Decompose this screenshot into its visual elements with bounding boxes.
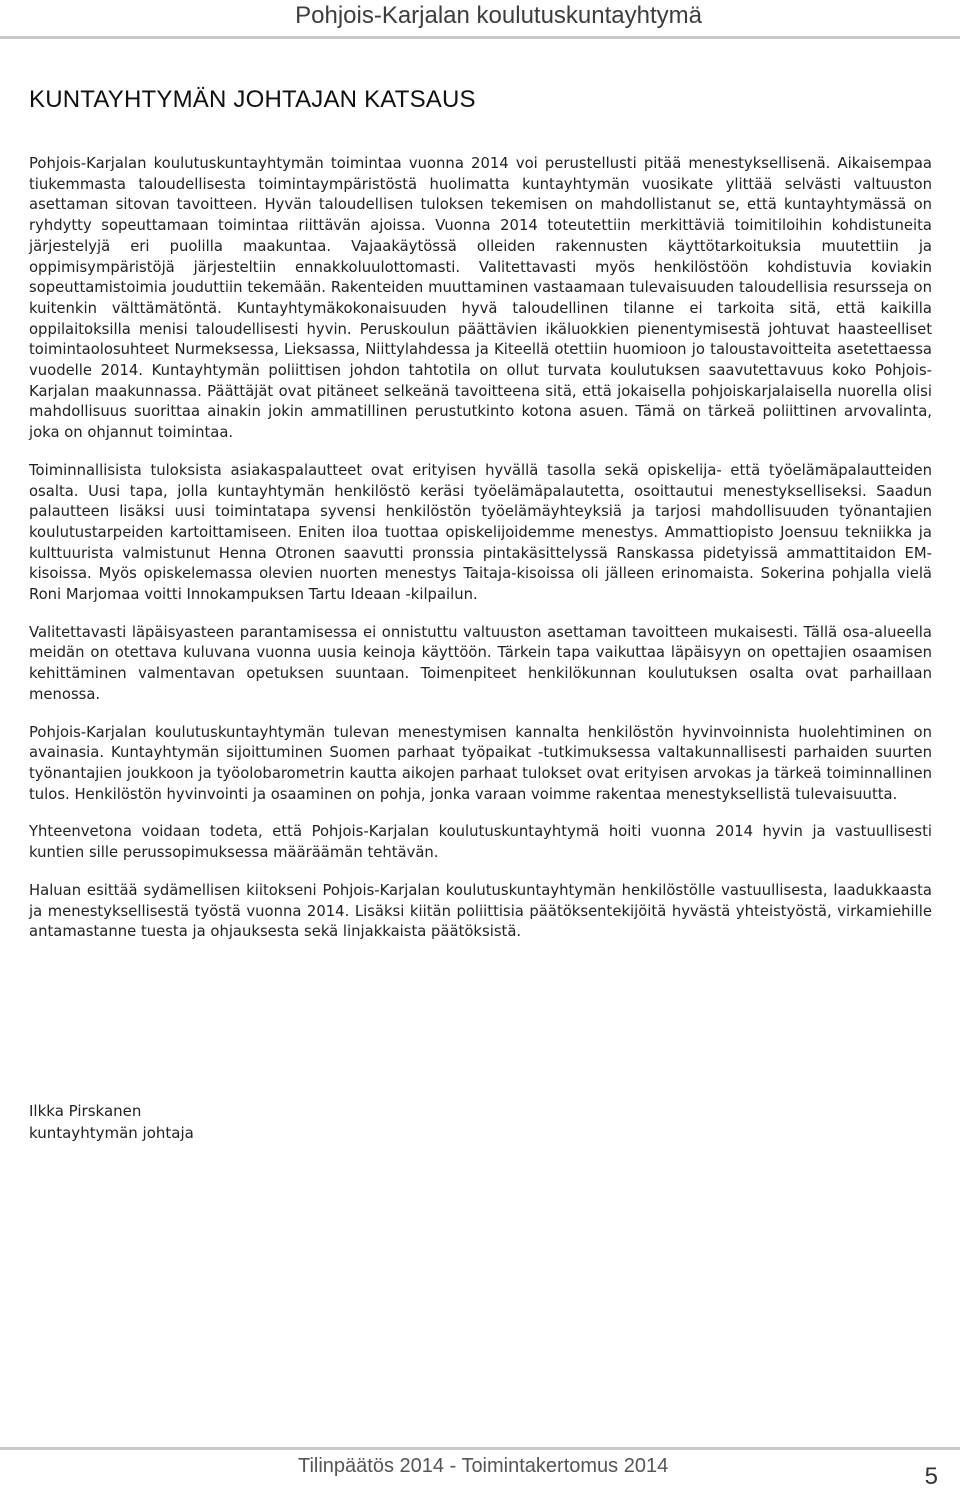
- signature-title: kuntayhtymän johtaja: [29, 1124, 194, 1142]
- article-body: [29, 154, 932, 960]
- paragraph-5: Yhteenvetona voidaan todeta, että Pohjois-Karjalan koulutuskuntayhtymä hoiti vuonna 2014 hyvin ja vastuullisesti kuntien sille perussopimuksessa määräämän tehtävän.: [29, 823, 932, 862]
- paragraph-1: Pohjois-Karjalan koulutuskuntayhtymän toimintaa vuonna 2014 voi perustellusti pitää menestyksellisenä. Aikaisempaa tiukemmasta taloudellisesta toimintaympäristöstä huolimatta kuntayhtymän vuosikate ylittää selvästi valtuuston asettaman sitovan tavoitteen. Hyvän taloudellisen tuloksen tekemisen on mahdollistanut se, että kuntayhtymässä on ryhdytty sopeuttamaan toimintaa riittävän ajoissa. Vuonna 2014 toteutettiin merkittäviä toimitiloihin kohdistuneita järjestelyjä eri puolilla maakuntaa. Vajaakäytössä olleiden rakennusten käyttötarkoituksia muutettiin ja oppimisympäristöjä järjesteltiin ennakkoluulottomasti. Valitettavasti myös henkilöstöön kohdistuvia koviakin sopeuttamistoimia jouduttiin tekemään. Rakenteiden muuttaminen vastaamaan tulevaisuuden taloudellisia resursseja on kuitenkin välttämätöntä. Kuntayhtymäkokonaisuuden hyvä taloudellinen tilanne ei tarkoita sitä, että kaikilla oppilaitoksilla menisi taloudellisesti hyvin. Peruskoulun päättävien ikäluokkien pienentymisestä johtuvat haasteelliset toimintaolosuhteet Nurmeksessa, Lieksassa, Niittylahdessa ja Kiteellä otettiin huomioon jo taloustavoitteita asetettaessa vuodelle 2014. Kuntayhtymän poliittisen johdon tahtotila on ollut turvata koulutuksen saavutettavuus koko Pohjois-Karjalan maakunnassa. Päättäjät ovat pitäneet selkeänä tavoitteena sitä, että jokaisella pohjoiskarjalaisella nuorella olisi mahdollisuus suorittaa ainakin jokin ammatillinen perustutkinto kotona asuen. Tämä on tärkeä poliittinen arvovalinta, joka on ohjannut toimintaa.: [29, 155, 932, 442]
- paragraph-2: Toiminnallisista tuloksista asiakaspalautteet ovat erityisen hyvällä tasolla sekä opiskelija- että työelämäpalautteiden osalta. Uusi tapa, jolla kuntayhtymän henkilöstö keräsi työelämäpalautetta, osoittautui menestykselliseksi. Saadun palautteen lisäksi uusi toimintatapa syvensi henkilöstön työelämäyhteyksiä ja tarjosi mahdollisuuden työnantajien koulutustarpeiden kartoittamiseen. Eniten iloa tuottaa opiskelijoidemme menestys. Ammattiopisto Joensuu tekniikka ja kulttuurista valmistunut Henna Otronen saavutti pronssia pintakäsittelyssä Ranskassa pidetyissä ammattitaidon EM-kisoissa. Myös opiskelemassa olevien nuorten menestys Taitaja-kisoissa oli jälleen erinomaista. Sokerina pohjalla vielä Roni Marjomaa voitti Innokampuksen Tartu Ideaan -kilpailun.: [29, 461, 932, 604]
- paragraph-6: Haluan esittää sydämellisen kiitokseni Pohjois-Karjalan koulutuskuntayhtymän henkilöstölle vastuullisesta, laadukkaasta ja menestyksellisestä työstä vuonna 2014. Lisäksi kiitän poliittisia päätöksentekijöitä hyvästä yhteistyöstä, virkamiehille antamastanne tuesta ja ohjauksesta sekä linjakkaista päätöksistä.: [29, 881, 932, 941]
- article-heading: KUNTAYHTYMÄN JOHTAJAN KATSAUS: [29, 86, 476, 113]
- page-number: 5: [924, 1463, 938, 1490]
- header-divider: [0, 36, 960, 39]
- header-title: Pohjois-Karjalan koulutuskuntayhtymä: [295, 2, 702, 29]
- paragraph-4: Pohjois-Karjalan koulutuskuntayhtymän tulevan menestymisen kannalta henkilöstön hyvinvoinnista huolehtiminen on avainasia. Kuntayhtymän sijoittuminen Suomen parhaat työpaikat -tutkimuksessa valtakunnallisesti parhaiden suurten työnantajien joukkoon ja työolobarometrin kautta aikojen parhaat tulokset ovat erityisen arvokas ja tärkeä toiminnallinen tulos. Henkilöstön hyvinvointi ja osaaminen on pohja, jonka varaan voimme rakentaa menestyksellistä tulevaisuutta.: [29, 723, 932, 803]
- footer-publication: Tilinpäätös 2014 - Toimintakertomus 2014: [298, 1455, 669, 1477]
- paragraph-3: Valitettavasti läpäisyasteen parantamisessa ei onnistuttu valtuuston asettaman tavoitteen mukaisesti. Tällä osa-alueella meidän on otettava kuluvana vuonna uusia keinoja käyttöön. Tärkein tapa vaikuttaa läpäisyyn on opettajien osaamisen kehittäminen valmentavan opetuksen suuntaan. Toimenpiteet henkilökunnan koulutuksen osalta ovat parhaillaan menossa.: [29, 623, 932, 703]
- footer-divider: [0, 1447, 960, 1450]
- signature-block: [29, 1100, 194, 1144]
- page-header: [0, 0, 960, 40]
- signature-name: Ilkka Pirskanen: [29, 1102, 142, 1120]
